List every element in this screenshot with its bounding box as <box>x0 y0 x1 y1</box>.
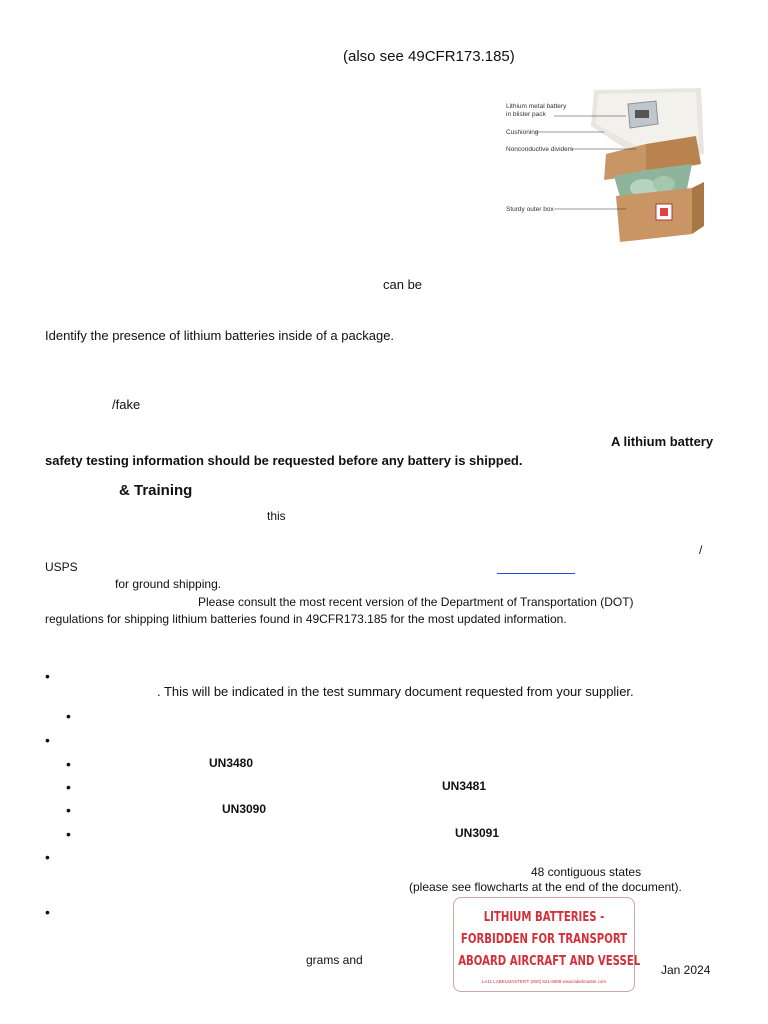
un3481-code: UN3481 <box>442 779 487 793</box>
callout-blister: in blister pack <box>506 111 546 118</box>
bold-line-1: A lithium battery <box>611 434 714 449</box>
callout-outer-box: Sturdy outer box <box>506 206 554 213</box>
flowcharts-text: (please see flowcharts at the end of the document). <box>409 880 682 894</box>
label-line-2: FORBIDDEN FOR TRANSPORT <box>460 932 628 947</box>
sub-bullet: • <box>66 756 71 772</box>
grams-text: grams and <box>306 953 363 967</box>
un3091-code: UN3091 <box>455 826 500 840</box>
bullet: • <box>45 732 50 748</box>
training-heading: & Training <box>119 482 193 499</box>
bullet: • <box>45 904 50 920</box>
this-text: this <box>267 509 286 523</box>
label-fine-print: LA11 LABELMASTER® (800) 621-5808 www.labelmaster.com <box>481 979 607 984</box>
sub-bullet: • <box>66 802 71 818</box>
test-summary-text: . This will be indicated in the test summary document requested from your supplier. <box>157 684 634 699</box>
identify-text: Identify the presence of lithium batteries inside of a package. <box>45 328 395 343</box>
bold-line-2: safety testing information should be requested before any battery is shipped. <box>45 453 523 468</box>
callout-cushioning: Cushioning <box>506 129 539 136</box>
ground-shipping-text: for ground shipping. <box>115 577 222 591</box>
callout-dividers: Nonconductive dividers <box>506 146 574 153</box>
usps-text: USPS <box>45 560 78 574</box>
sub-bullet: • <box>66 708 71 724</box>
can-be-text: can be <box>383 277 423 292</box>
consult-line-2: regulations for shipping lithium batteries found in 49CFR173.185 for the most updated information. <box>45 612 567 626</box>
bullet: • <box>45 849 50 865</box>
forbidden-transport-label <box>453 897 641 992</box>
callout-battery: Lithium metal battery <box>506 103 567 110</box>
contiguous-states-text: 48 contiguous states <box>531 865 642 879</box>
un3480-code: UN3480 <box>209 756 254 770</box>
sub-bullet: • <box>66 826 71 842</box>
label-line-3: ABOARD AIRCRAFT AND VESSEL <box>458 954 641 969</box>
fake-text: /fake <box>112 397 141 412</box>
un3090-code: UN3090 <box>222 802 267 816</box>
hyperlink-underline[interactable] <box>497 573 575 574</box>
sub-bullet: • <box>66 779 71 795</box>
consult-line-1: Please consult the most recent version of the Department of Transportation (DOT) <box>198 595 634 609</box>
battery-packaging-illustration <box>496 84 706 242</box>
label-line-1: LITHIUM BATTERIES - <box>483 910 605 925</box>
cfr-reference: (also see 49CFR173.185) <box>343 48 515 65</box>
slash-text: / <box>699 543 703 557</box>
footer-date: Jan 2024 <box>661 963 711 977</box>
bullet: • <box>45 668 50 684</box>
